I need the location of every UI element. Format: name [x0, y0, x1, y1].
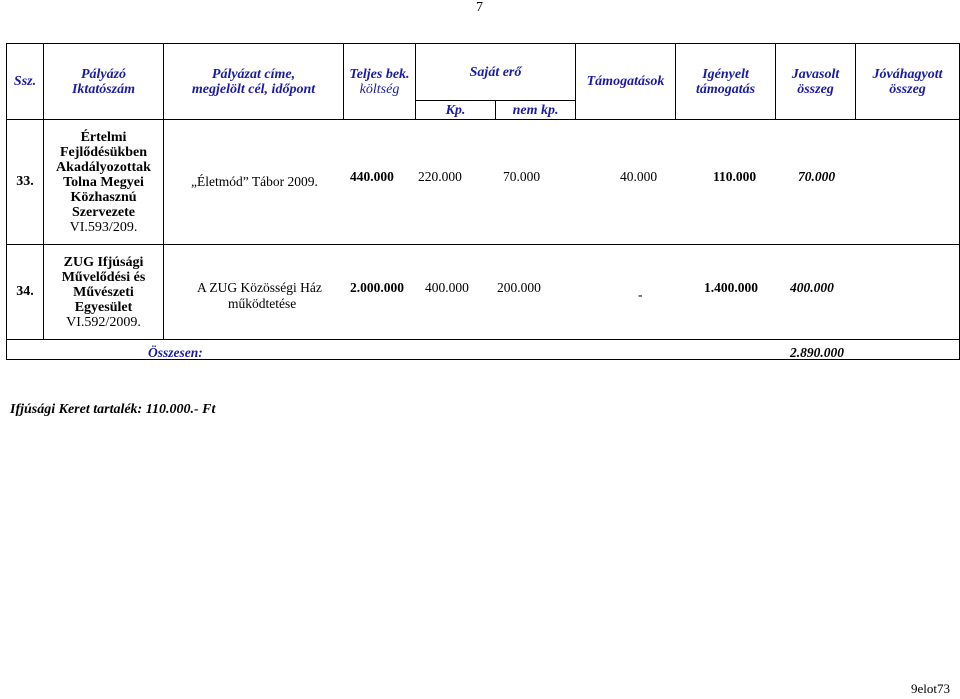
- header-proposed: Javasolt összeg: [776, 44, 856, 120]
- row-34-nonkp: 200.000: [497, 280, 541, 295]
- row-34-proposed: 400.000: [790, 280, 834, 295]
- header-ssz: Ssz.: [7, 44, 44, 120]
- row-33-total: 440.000: [350, 169, 394, 184]
- total-label: Összesen:: [148, 345, 203, 360]
- row-34-number: 34.: [7, 245, 44, 340]
- page-number: 7: [476, 0, 483, 15]
- row-33-nonkp: 70.000: [503, 169, 541, 184]
- row-33-kp: 220.000: [418, 169, 462, 184]
- total-value: 2.890.000: [790, 345, 844, 360]
- footer-code: 9elot73: [911, 681, 950, 696]
- header-own-share: Saját erő: [416, 44, 576, 101]
- row-33-title: „Életmód” Tábor 2009.: [191, 174, 318, 189]
- row-34-requested: 1.400.000: [704, 280, 758, 295]
- row-34-total: 2.000.000: [350, 280, 404, 295]
- row-33-requested: 110.000: [713, 169, 757, 184]
- header-requested: Igényelt támogatás: [676, 44, 776, 120]
- row-33-applicant: Értelmi Fejlődésükben Akadályozottak Tolna Megyei Közhasznú Szervezete VI.593/209.: [44, 120, 164, 245]
- header-title: Pályázat címe, megjelölt cél, időpont: [164, 44, 344, 120]
- header-applicant: Pályázó Iktatószám: [44, 44, 164, 120]
- header-approved: Jóváhagyott összeg: [856, 44, 960, 120]
- row-33-subsidies: 40.000: [620, 169, 658, 184]
- row-34-subsidies: -: [638, 287, 643, 302]
- row-34-kp: 400.000: [425, 280, 469, 295]
- youth-reserve-note: Ifjúsági Keret tartalék: 110.000.- Ft: [10, 402, 216, 417]
- header-subsidies: Támogatások: [576, 44, 676, 120]
- row-34-applicant: ZUG Ifjúsági Művelődési és Művészeti Egyesület VI.592/2009.: [44, 245, 164, 340]
- grant-table: [6, 43, 960, 360]
- row-34-title-line2: működtetése: [228, 296, 297, 311]
- header-own-nonkp: nem kp.: [496, 101, 576, 120]
- header-own-kp: Kp.: [416, 101, 496, 120]
- row-33-number: 33.: [7, 120, 44, 245]
- row-34-title-line1: A ZUG Közösségi Ház: [197, 280, 322, 295]
- header-total-cost: Teljes bek. költség: [344, 44, 416, 120]
- row-33-proposed: 70.000: [798, 169, 836, 184]
